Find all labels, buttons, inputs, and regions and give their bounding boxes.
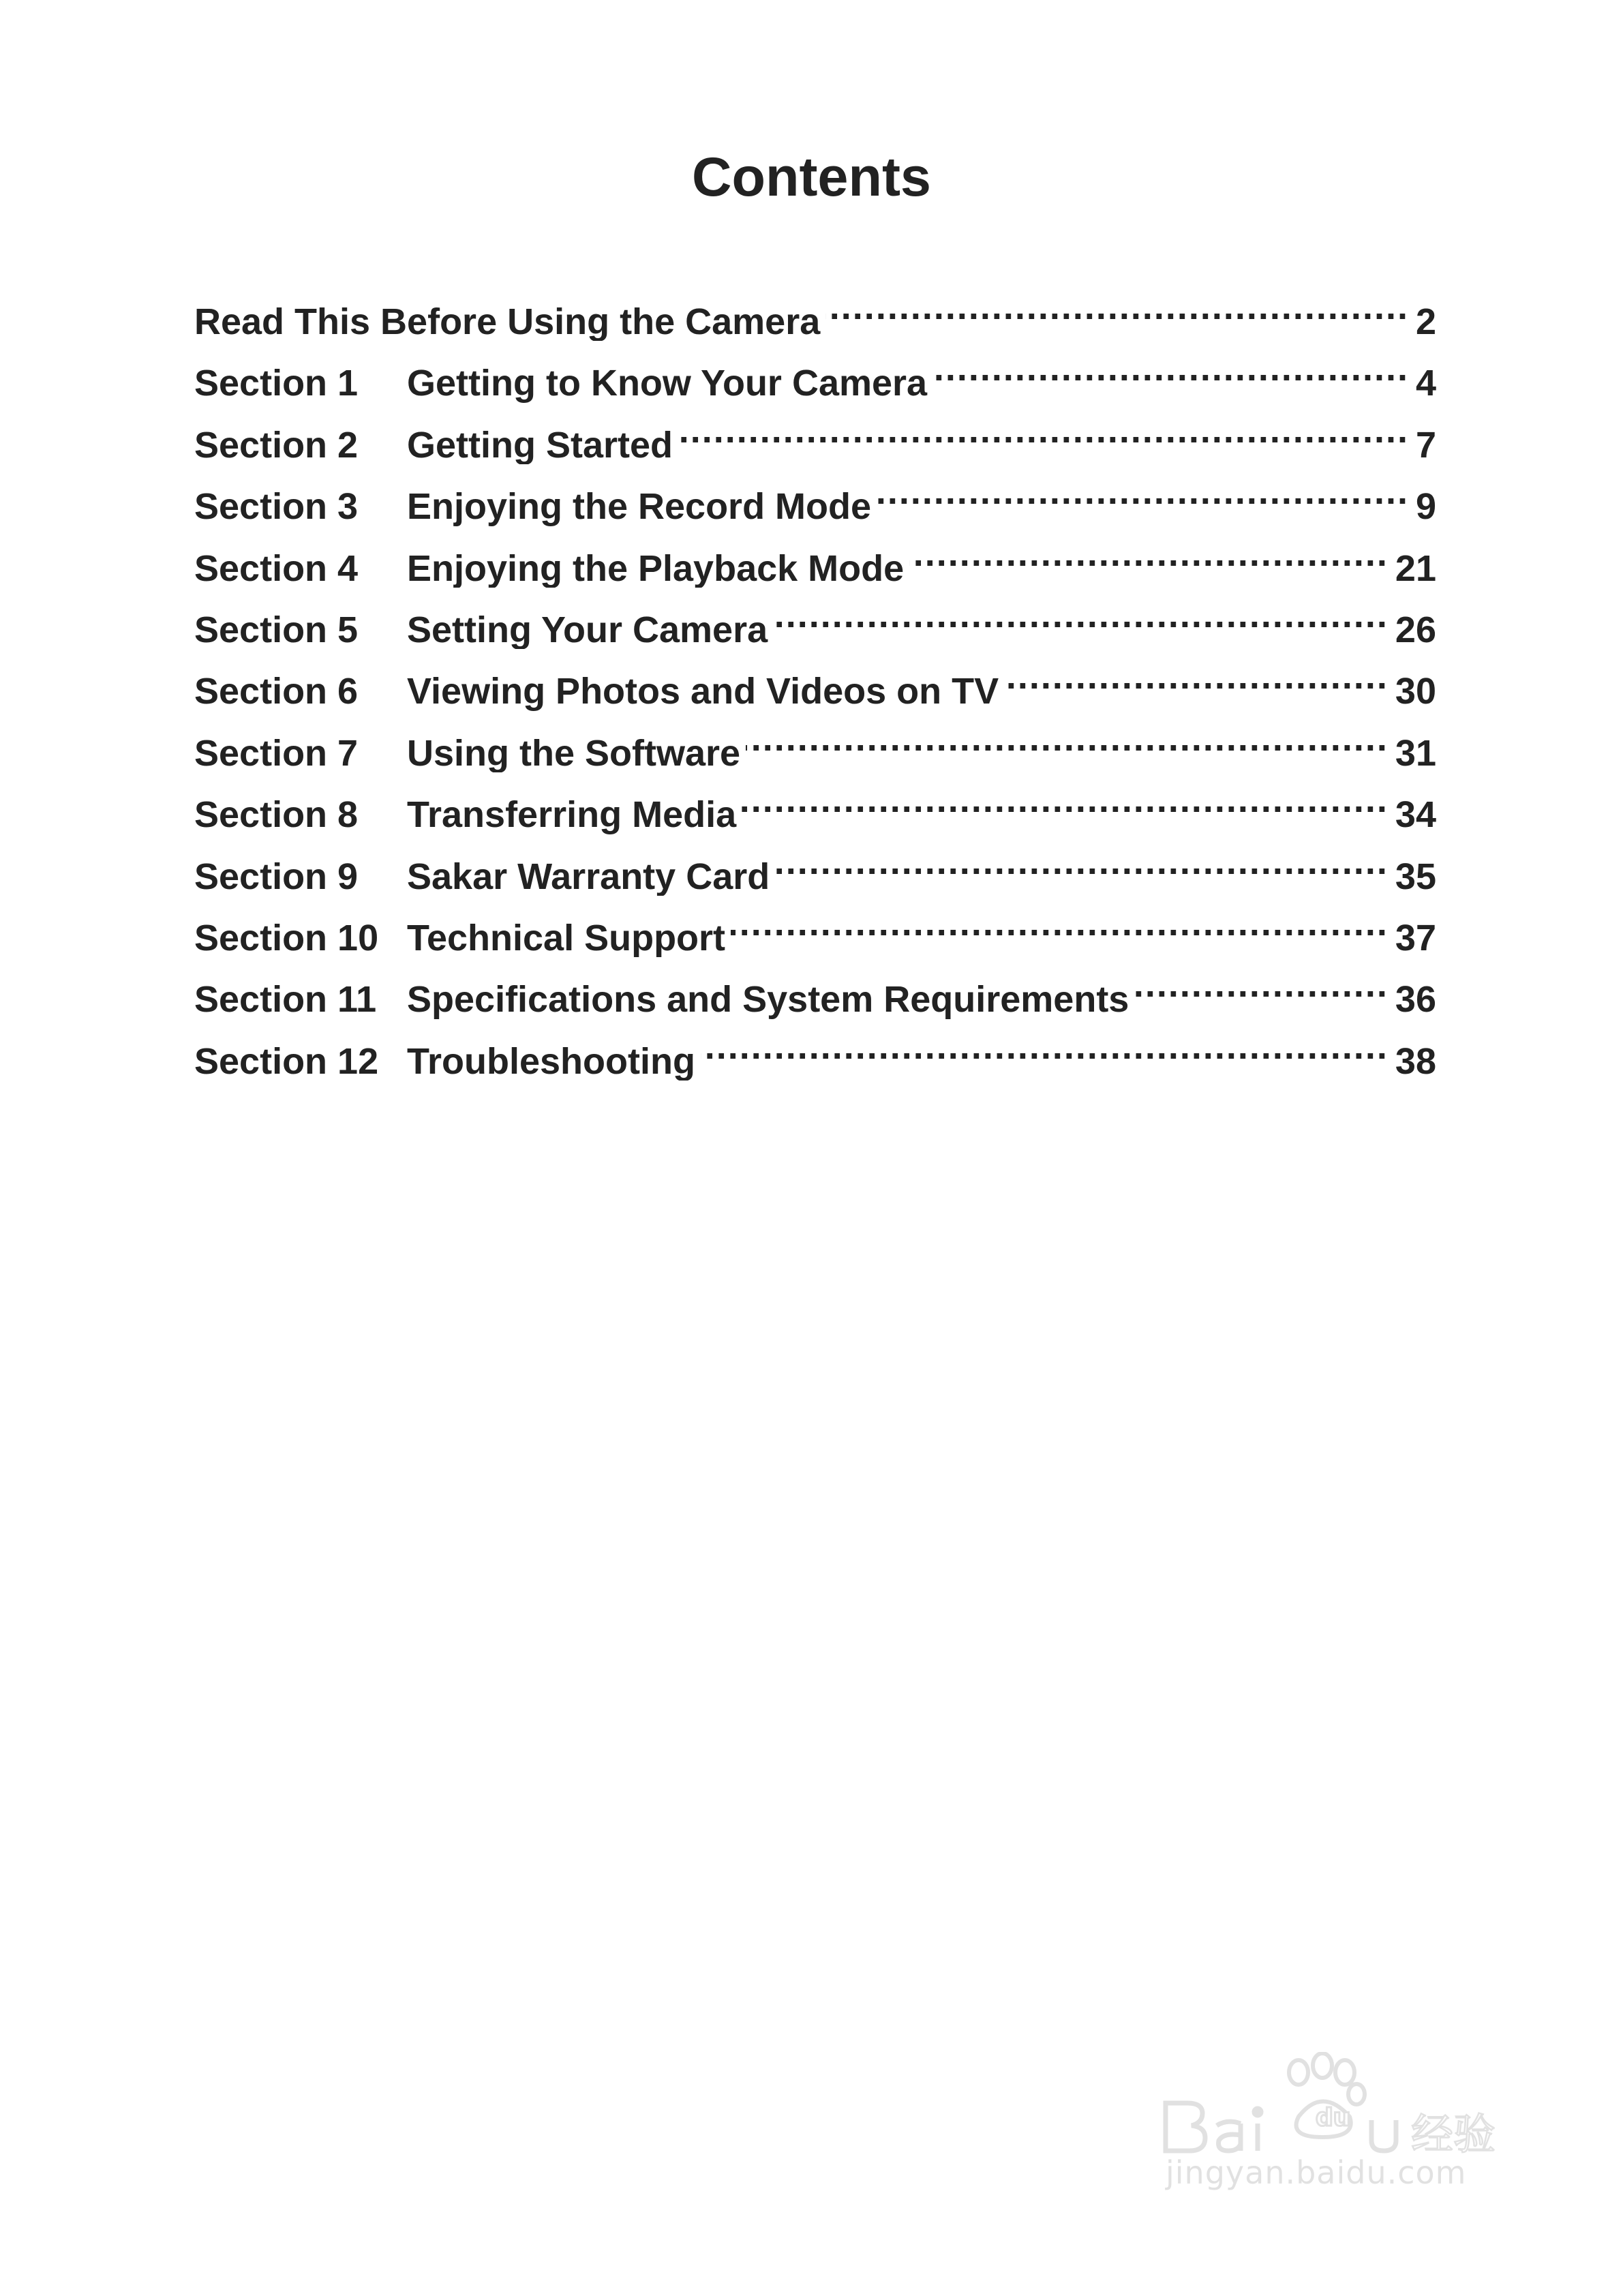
toc-entry-title: Transferring Media: [407, 794, 737, 834]
toc-entry-section-9[interactable]: [194, 834, 1436, 896]
svg-text:du: du: [1316, 2104, 1351, 2132]
toc-entry-section-2[interactable]: [194, 403, 1436, 464]
toc-entry-section-10[interactable]: [194, 896, 1436, 957]
toc-page-number: 36: [1395, 979, 1436, 1019]
toc-page-number: 30: [1395, 671, 1436, 711]
dot-leader: [773, 588, 1389, 642]
toc-page-number: 7: [1415, 424, 1436, 465]
toc-page-number: 31: [1395, 732, 1436, 773]
toc-page-number: 4: [1415, 363, 1436, 403]
toc-section-label: Section 2: [194, 424, 359, 465]
table-of-contents: [194, 280, 1436, 1081]
toc-entry-section-7[interactable]: [194, 711, 1436, 772]
toc-entry-section-4[interactable]: [194, 526, 1436, 588]
toc-entry-title: Getting Started: [407, 424, 673, 465]
toc-entry-section-8[interactable]: [194, 772, 1436, 834]
toc-entry-title: Sakar Warranty Card: [407, 856, 770, 896]
toc-page-number: 26: [1395, 609, 1436, 650]
toc-section-label: Section 4: [194, 547, 359, 588]
toc-page-number: 38: [1395, 1040, 1436, 1081]
toc-page-number: 37: [1395, 917, 1436, 958]
dot-leader: [1134, 957, 1389, 1012]
dot-leader: [701, 1019, 1389, 1074]
toc-entry-title: Setting Your Camera: [407, 609, 768, 650]
dot-leader: [1004, 649, 1389, 704]
toc-page-number: 21: [1395, 547, 1436, 588]
toc-section-label: Section 9: [194, 856, 359, 896]
toc-entry-section-5[interactable]: [194, 588, 1436, 649]
toc-entry-title: Viewing Photos and Videos on TV: [407, 671, 999, 711]
dot-leader: [825, 280, 1409, 334]
toc-entry-title: Troubleshooting: [407, 1040, 695, 1081]
toc-page-number: 2: [1415, 301, 1436, 342]
dot-leader: [775, 834, 1389, 889]
toc-entry-section-1[interactable]: [194, 341, 1436, 402]
toc-page-number: 35: [1395, 856, 1436, 896]
toc-page-number: 34: [1395, 794, 1436, 834]
toc-page-number: 9: [1415, 486, 1436, 526]
dot-leader: [678, 403, 1409, 457]
toc-entry-title: Technical Support: [407, 917, 726, 958]
toc-entry-title: Using the Software: [407, 732, 741, 773]
toc-section-label: Section 8: [194, 794, 359, 834]
toc-entry-title: Specifications and System Requirements: [407, 979, 1129, 1019]
dot-leader: [932, 341, 1409, 395]
toc-section-label: Section 10: [194, 917, 379, 958]
toc-entry-title: Enjoying the Record Mode: [407, 486, 872, 526]
page-title: Contents: [692, 147, 931, 208]
toc-section-label: Section 3: [194, 486, 359, 526]
toc-section-label: Section 6: [194, 671, 359, 711]
watermark-url: jingyan.baidu.com: [1166, 2154, 1467, 2191]
dot-leader: [909, 526, 1389, 581]
toc-entry-title: Read This Before Using the Camera: [194, 301, 821, 342]
toc-entry-title: Getting to Know Your Camera: [407, 363, 928, 403]
baidu-logo-icon: [1152, 2052, 1534, 2161]
toc-section-label: Section 1: [194, 363, 359, 403]
toc-entry-section-6[interactable]: [194, 649, 1436, 710]
toc-section-label: Section 11: [194, 979, 377, 1019]
toc-entry-intro[interactable]: [194, 280, 1436, 341]
toc-entry-title: Enjoying the Playback Mode: [407, 547, 905, 588]
toc-entry-section-3[interactable]: [194, 464, 1436, 526]
dot-leader: [877, 464, 1409, 519]
toc-section-label: Section 12: [194, 1040, 379, 1081]
toc-entry-section-11[interactable]: [194, 957, 1436, 1018]
watermark-brand-cn: 经验: [1411, 2109, 1496, 2159]
toc-entry-section-12[interactable]: [194, 1019, 1436, 1081]
baidu-watermark: [1152, 2052, 1534, 2256]
dot-leader: [742, 772, 1389, 827]
dot-leader: [731, 896, 1389, 950]
toc-section-label: Section 7: [194, 732, 359, 773]
dot-leader: [746, 711, 1389, 766]
toc-section-label: Section 5: [194, 609, 359, 650]
